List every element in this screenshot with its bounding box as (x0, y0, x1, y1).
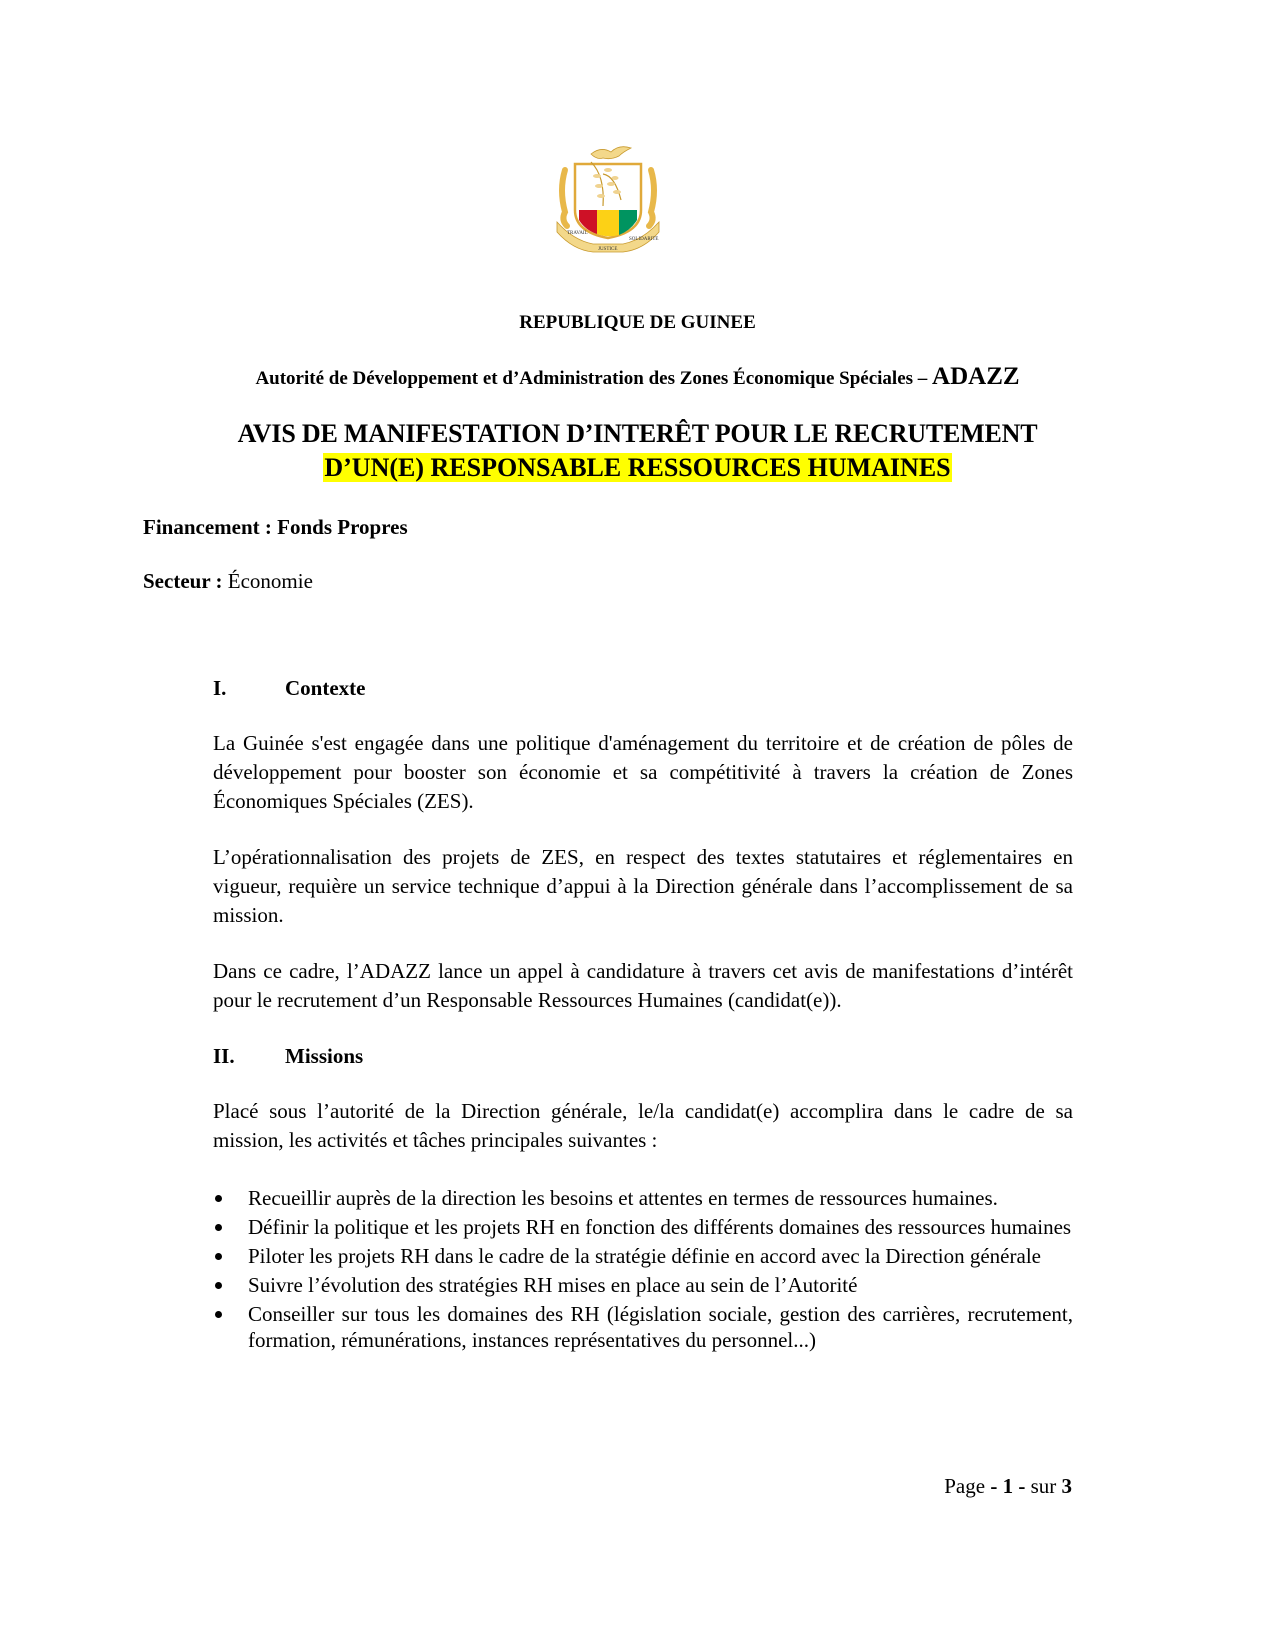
authority-line (0, 363, 1275, 391)
section-number: I. (213, 676, 227, 700)
list-item (213, 1185, 1073, 1211)
missions-list (213, 1185, 1073, 1356)
sector-label: Secteur : (143, 569, 228, 593)
section-heading-missions (213, 1044, 363, 1069)
context-paragraph: Dans ce cadre, l’ADAZZ lance un appel à candidature à travers cet avis de manifestations d’intérêt pour le recrutement d’un Responsable Ressources Humaines (candidat(e)). (213, 959, 1073, 1012)
coat-of-arms-emblem (553, 140, 663, 255)
sector-value: Économie (227, 569, 313, 593)
authority-acronym: ADAZZ (932, 363, 1020, 390)
section-title: Contexte (285, 676, 366, 700)
bullet-icon (215, 1282, 222, 1289)
page-current: 1 (1002, 1474, 1014, 1498)
authority-name: Autorité de Développement et d’Administration des Zones Économique Spéciales (255, 368, 914, 389)
sector-line (143, 569, 313, 594)
page-separator: - (990, 1474, 1003, 1498)
list-item (213, 1214, 1073, 1240)
financing-label: Financement : (143, 515, 278, 539)
list-item (213, 1243, 1073, 1269)
page-separator: - (1013, 1474, 1031, 1498)
page-total: 3 (1061, 1474, 1072, 1498)
bullet-icon (215, 1253, 222, 1260)
context-paragraph: La Guinée s'est engagée dans une politique d'aménagement du territoire et de création de pôles de développement pour booster son économie et sa compétitivité à travers la création de Zones Économiques Spéciales (ZES). (213, 731, 1073, 813)
emblem-motto-left: TRAVAIL (567, 231, 588, 236)
page-number (944, 1474, 1072, 1499)
country-name: REPUBLIQUE DE GUINEE (519, 312, 756, 333)
bullet-icon (215, 1224, 222, 1231)
financing-value: Fonds Propres (277, 515, 408, 539)
list-item-text: Conseiller sur tous les domaines des RH (législation sociale, gestion des carrières, recrutement, formation, rémunérations, instances représentatives du personnel...) (248, 1302, 1073, 1352)
list-item (213, 1301, 1073, 1353)
section-heading-contexte (213, 676, 365, 701)
missions-intro-paragraph: Placé sous l’autorité de la Direction générale, le/la candidat(e) accomplira dans le cadre de sa mission, les activités et tâches principales suivantes : (213, 1099, 1073, 1152)
list-item-text: Suivre l’évolution des stratégies RH mises en place au sein de l’Autorité (248, 1273, 858, 1297)
notice-title-line-2 (0, 453, 1275, 483)
context-paragraph: L’opérationnalisation des projets de ZES, en respect des textes statutaires et réglementaires en vigueur, requière un service technique d’appui à la Direction générale dans l’accomplissement de sa mission. (213, 845, 1073, 927)
emblem-motto-right: SOLIDARITE (629, 237, 659, 242)
highlighted-position-title: D’UN(E) RESPONSABLE RESSOURCES HUMAINES (324, 453, 951, 482)
notice-title-line-1: AVIS DE MANIFESTATION D’INTERÊT POUR LE RECRUTEMENT (237, 419, 1038, 448)
list-item-text: Définir la politique et les projets RH en fonction des différents domaines des ressources humaines (248, 1215, 1072, 1239)
page-of-label: sur (1030, 1474, 1062, 1498)
emblem-motto-center: JUSTICE (598, 247, 618, 252)
page-label: Page (944, 1474, 991, 1498)
authority-dash: – (913, 368, 933, 389)
guinea-coat-of-arms-icon (553, 140, 663, 255)
section-number: II. (213, 1044, 235, 1068)
list-item-text: Recueillir auprès de la direction les besoins et attentes en termes de ressources humaines. (248, 1186, 998, 1210)
bullet-icon (215, 1311, 222, 1318)
section-title: Missions (285, 1044, 364, 1068)
bullet-icon (215, 1195, 222, 1202)
list-item (213, 1272, 1073, 1298)
financing-line (143, 515, 408, 540)
list-item-text: Piloter les projets RH dans le cadre de la stratégie définie en accord avec la Direction générale (248, 1244, 1041, 1268)
